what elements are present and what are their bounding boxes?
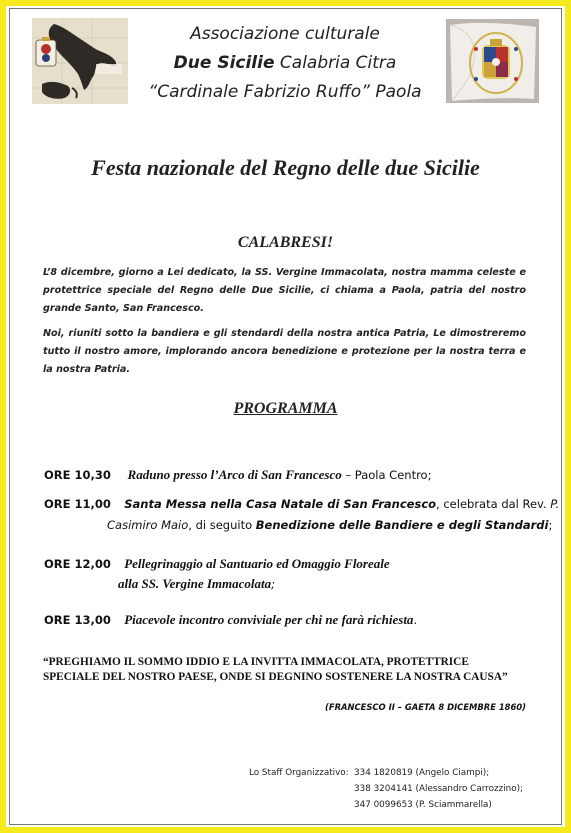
program-event: Pellegrinaggio al Santuario ed Omaggio Floreale [124,556,390,571]
program-detail: , celebrata dal Rev. [436,497,551,511]
map-logo-image [32,18,128,104]
program-blessing: Benedizione delle Bandiere e degli Standardi [255,518,549,532]
header-line-3: “Cardinale Fabrizio Ruffo” Paola [148,82,422,102]
program-item-3-cont [118,576,275,592]
quote-text: “PREGHIAMO IL SOMMO IDDIO E LA INVITTA IMMACOLATA, PROTETTRICE SPECIALE DEL NOSTRO PAESE, ONDE SI DEGNINO SOSTENERE LA NOSTRA CAUSA” [43,656,508,683]
program-punct: ; [271,577,276,591]
program-item-4 [44,612,417,628]
program-event: Raduno presso l’Arco di San Francesco [127,467,342,482]
intro-paragraph-1: L’8 dicembre, giorno a Lei dedicato, la SS. Vergine Immacolata, nostra mamma celeste e protettrice speciale del Regno delle Due Sicilie, ci chiama a Paola, patria del nostro grande Santo, San Francesco. [43,267,526,314]
programma-heading: PROGRAMMA [233,400,338,417]
program-time: ORE 12,00 [44,557,111,571]
staff-label: Lo Staff Organizzativo: [249,768,349,778]
coat-of-arms-image [446,19,539,103]
program-event: Piacevole incontro conviviale per chi ne farà richiesta [124,612,414,627]
staff-contact: 334 1820819 (Angelo Ciampi); [354,768,490,778]
quote-attribution: (FRANCESCO II – GAETA 8 DICEMBRE 1860) [325,702,526,712]
staff-contact: 338 3204141 (Alessandro Carrozzino); [354,784,524,794]
map-of-southern-italy-icon [32,18,128,104]
program-detail: , di seguito [188,518,256,532]
program-punct: . [413,613,418,627]
program-item-2-cont [107,518,552,532]
intro-paragraph-2: Noi, riuniti sotto la bandiera e gli stendardi della nostra antica Patria, Le dimostreremo tutto il nostro amore, implorando ancora benedizione e protezione per la nostra terra e la nostra Patria. [43,328,526,375]
program-time: ORE 13,00 [44,613,111,627]
calabresi-heading: CALABRESI! [237,234,334,251]
association-header [130,20,440,107]
program-time: ORE 10,30 [44,468,111,482]
program-detail-title: P. [550,497,560,511]
program-punct: ; [548,518,553,532]
header-calabria-citra: Calabria Citra [274,53,397,73]
program-celebrant: Casimiro Maio [107,518,189,532]
staff-contact: 347 0099653 (P. Sciammarella) [354,800,492,810]
header-line-1: Associazione culturale [190,24,380,44]
header-line-2 [130,49,440,78]
program-item-1 [44,467,431,483]
program-event-cont: alla SS. Vergine Immacolata [118,576,272,591]
page-title: Festa nazionale del Regno delle due Sicilie [91,155,480,180]
program-item-3 [44,556,390,572]
program-event: Santa Messa nella Casa Natale di San Francesco [124,497,437,511]
header-due-sicilie: Due Sicilie [173,53,275,73]
program-location: – Paola Centro; [341,468,432,482]
royal-coat-of-arms-icon [446,19,539,103]
program-item-2 [44,497,559,511]
program-time: ORE 11,00 [44,497,111,511]
